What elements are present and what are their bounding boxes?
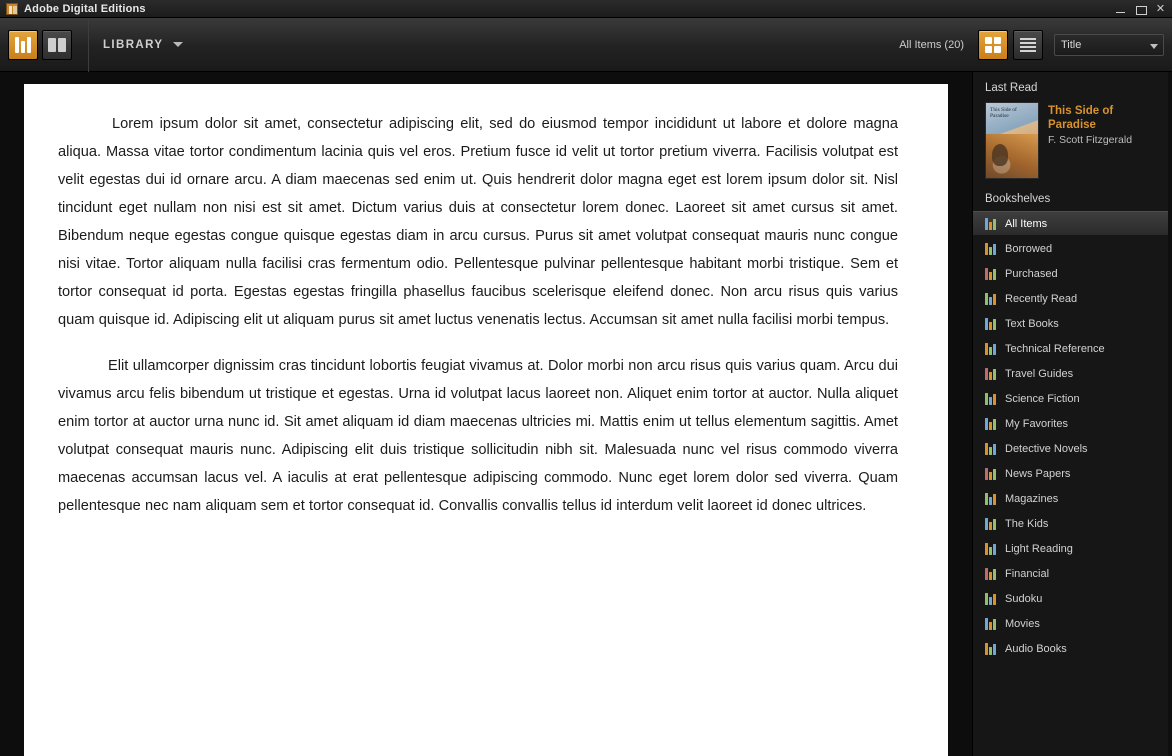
toolbar-right-group <box>899 30 1164 60</box>
library-grid-icon <box>15 37 31 53</box>
book-spread-icon <box>48 38 66 52</box>
close-icon[interactable]: ✕ <box>1155 2 1166 15</box>
window-controls <box>1115 0 1166 18</box>
sidebar-item-the-kids[interactable] <box>973 511 1172 536</box>
minimize-icon[interactable] <box>1115 4 1126 15</box>
last-read-item[interactable] <box>973 100 1172 189</box>
library-view-button[interactable] <box>8 30 38 60</box>
sidebar-item-news-papers[interactable] <box>973 461 1172 486</box>
sidebar-item-label: The Kids <box>1005 517 1049 530</box>
content-area <box>0 72 1172 756</box>
sidebar-item-label: Light Reading <box>1005 542 1073 555</box>
last-read-author: F. Scott Fitzgerald <box>1048 134 1133 146</box>
sidebar-item-borrowed[interactable] <box>973 236 1172 261</box>
bookshelf-icon <box>985 418 997 430</box>
paragraph: Elit ullamcorper dignissim cras tincidunt lobortis feugiat vivamus at. Dolor morbi non arcu risus quis varius quam. Arcu dui vivamus arcu felis bibendum ut tristique et egestas. Urna id volutpat lacus laoreet non. Aliquet enim tortor at auctor. Nulla aliquet enim tortor at auctor urna nunc id. Sit amet aliquam id diam maecenas ultricies mi. Mattis enim ut tellus elementum sagittis. Amet volutpat consequat mauris nunc. Adipiscing elit duis tristique sollicitudin nibh sit. Malesuada nunc vel risus commodo viverra maecenas accumsan lacus vel. A iaculis at erat pellentesque adipiscing commodo. Nunc eget lorem dolor sed viverra. Quam pellentesque nec nam aliquam sem et tortor consequat id. Convallis convallis tellus id interdum velit laoreet id donec ultrices. <box>58 358 898 514</box>
bookshelf-icon <box>985 268 997 280</box>
sidebar-item-label: News Papers <box>1005 467 1071 480</box>
last-read-heading: Last Read <box>985 82 1038 94</box>
sidebar-item-detective-novels[interactable] <box>973 436 1172 461</box>
sidebar-scrollbar[interactable] <box>1168 72 1172 756</box>
bookshelf-list <box>973 211 1172 661</box>
title-bar <box>0 0 1172 18</box>
sidebar-item-magazines[interactable] <box>973 486 1172 511</box>
toolbar-divider <box>88 18 89 72</box>
bookshelf-icon <box>985 493 997 505</box>
book-page <box>24 84 948 756</box>
sidebar-item-all-items[interactable] <box>973 211 1172 236</box>
sidebar-item-label: Text Books <box>1005 317 1059 330</box>
sidebar-item-label: Detective Novels <box>1005 442 1088 455</box>
bookshelf-icon <box>985 593 997 605</box>
bookshelf-icon <box>985 343 997 355</box>
sidebar-item-movies[interactable] <box>973 611 1172 636</box>
paragraph: Lorem ipsum dolor sit amet, consectetur adipiscing elit, sed do eiusmod tempor incididunt ut labore et dolore magna aliqua. Massa vitae tortor condimentum lacinia quis vel eros. Pretium fusce id velit ut tortor pretium viverra. Facilisis volutpat est velit egestas dui id ornare arcu. A diam maecenas sed enim ut. Quis hendrerit dolor magna eget est lorem ipsum dolor sit. Nisl tincidunt eget nullam non nisi est sit amet. Dictum varius duis at consectetur lorem donec. Laoreet sit amet cursus sit amet. Bibendum neque egestas congue quisque egestas diam in arcu cursus. Purus sit amet volutpat consequat mauris nunc congue nisi vitae. Tortor aliquam nulla facilisi cras fermentum odio. Pellentesque pulvinar pellentesque habitant morbi tristique. Sem et tortor consequat id porta. Egestas egestas fringilla phasellus faucibus scelerisque eleifend donec. Non arcu risus quis varius quam quisque id. Adipiscing elit ut aliquam purus sit amet luctus venenatis lectus. Accumsan sit amet nulla facilisi morbi tempus. <box>58 116 898 328</box>
bookshelf-icon <box>985 618 997 630</box>
sidebar-item-technical-reference[interactable] <box>973 336 1172 361</box>
bookshelf-icon <box>985 543 997 555</box>
last-read-meta <box>1039 102 1164 179</box>
sidebar-item-label: Sudoku <box>1005 592 1043 605</box>
chevron-down-icon[interactable] <box>173 42 183 47</box>
bookshelf-icon <box>985 568 997 580</box>
grid-view-button[interactable] <box>978 30 1008 60</box>
list-view-icon <box>1020 38 1036 52</box>
bookshelf-icon <box>985 318 997 330</box>
app-book-icon <box>6 3 18 15</box>
main-toolbar <box>0 18 1172 72</box>
sidebar-item-my-favorites[interactable] <box>973 411 1172 436</box>
bookshelf-icon <box>985 443 997 455</box>
sidebar-item-label: Financial <box>1005 567 1050 580</box>
sidebar-item-financial[interactable] <box>973 561 1172 586</box>
bookshelf-icon <box>985 368 997 380</box>
bookshelf-icon <box>985 518 997 530</box>
book-cover-thumbnail[interactable] <box>985 102 1039 179</box>
sidebar-item-label: Movies <box>1005 617 1040 630</box>
grid-view-icon <box>985 37 1001 53</box>
bookshelf-icon <box>985 393 997 405</box>
all-items-count-label: All Items (20) <box>899 38 964 51</box>
library-mode-label: LIBRARY <box>103 38 164 51</box>
sidebar-item-label: Science Fiction <box>1005 392 1080 405</box>
bookshelf-icon <box>985 243 997 255</box>
sidebar-item-science-fiction[interactable] <box>973 386 1172 411</box>
sidebar-item-travel-guides[interactable] <box>973 361 1172 386</box>
reader-pane <box>0 72 972 756</box>
sidebar-item-label: Travel Guides <box>1005 367 1074 380</box>
sidebar-item-label: Technical Reference <box>1005 342 1105 355</box>
sidebar-item-recently-read[interactable] <box>973 286 1172 311</box>
bookshelf-icon <box>985 293 997 305</box>
list-view-button[interactable] <box>1013 30 1043 60</box>
bookshelf-icon <box>985 218 997 230</box>
sidebar-item-label: Magazines <box>1005 492 1059 505</box>
sidebar-item-text-books[interactable] <box>973 311 1172 336</box>
sidebar-item-label: Purchased <box>1005 267 1058 280</box>
reading-view-button[interactable] <box>42 30 72 60</box>
bookshelves-heading: Bookshelves <box>985 193 1051 205</box>
library-sidebar <box>972 72 1172 756</box>
maximize-icon[interactable] <box>1135 4 1146 15</box>
cover-artwork <box>986 134 1038 178</box>
sidebar-item-sudoku[interactable] <box>973 586 1172 611</box>
sidebar-item-label: Recently Read <box>1005 292 1078 305</box>
sidebar-item-audio-books[interactable] <box>973 636 1172 661</box>
cover-title-text: This Side of Paradise <box>990 107 1017 119</box>
sidebar-item-label: All Items <box>1005 217 1048 230</box>
chevron-down-icon <box>1150 44 1158 49</box>
window-title: Adobe Digital Editions <box>24 2 146 15</box>
sidebar-item-purchased[interactable] <box>973 261 1172 286</box>
sort-by-select[interactable] <box>1054 34 1164 56</box>
sort-by-value: Title <box>1061 38 1082 51</box>
sidebar-item-label: Borrowed <box>1005 242 1053 255</box>
sidebar-item-label: My Favorites <box>1005 417 1068 430</box>
sidebar-item-light-reading[interactable] <box>973 536 1172 561</box>
sidebar-item-label: Audio Books <box>1005 642 1067 655</box>
last-read-title[interactable]: This Side of Paradise <box>1048 105 1114 131</box>
bookshelf-icon <box>985 643 997 655</box>
bookshelf-icon <box>985 468 997 480</box>
